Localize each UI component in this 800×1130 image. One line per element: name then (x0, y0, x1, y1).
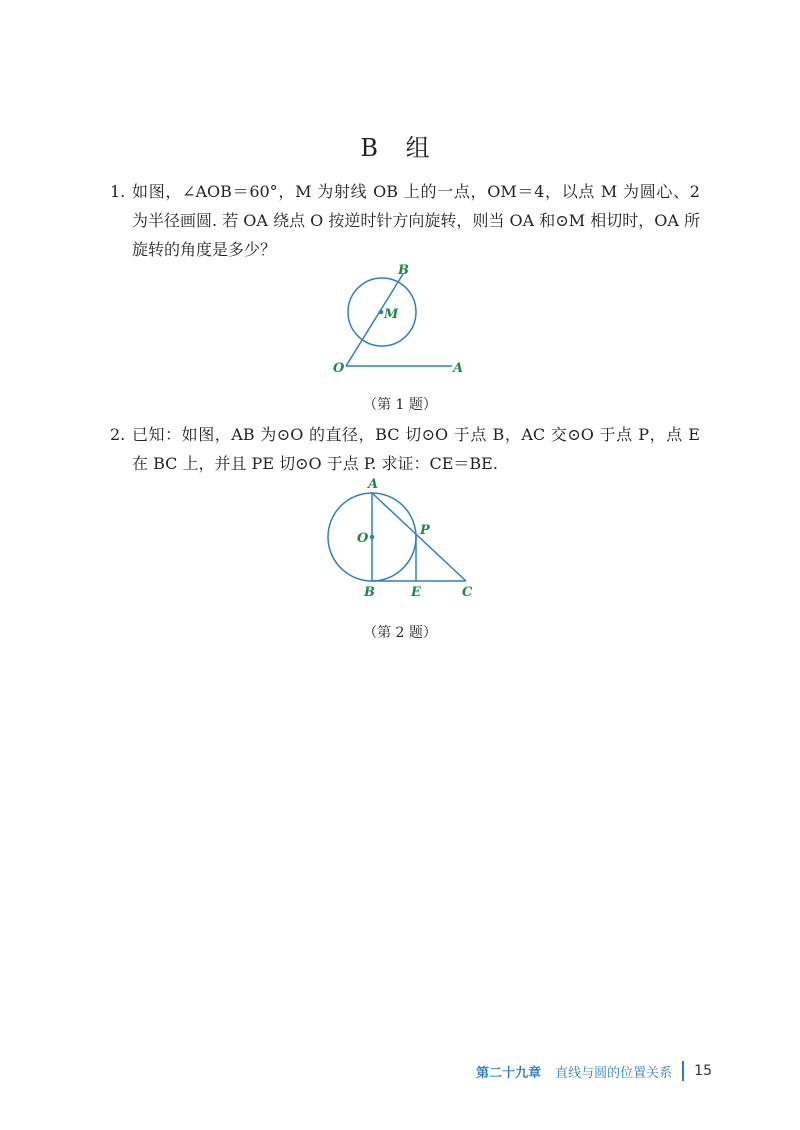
figure-1 (330, 262, 480, 377)
page-number: 15 (694, 1063, 712, 1079)
footer-divider (682, 1061, 684, 1081)
label-c: C (462, 585, 473, 600)
problem-number: 2. (110, 425, 126, 444)
problem-number: 1. (110, 182, 126, 201)
label-e: E (411, 585, 421, 600)
problem-1 (110, 177, 700, 264)
page-footer (476, 1060, 712, 1082)
footer-chapter-title: 直线与圆的位置关系 (555, 1065, 673, 1081)
label-p: P (420, 523, 430, 538)
label-o: O (333, 361, 345, 376)
figure-2-lines (328, 493, 466, 581)
problem-text: 已知：如图，AB 为⊙O 的直径，BC 切⊙O 于点 B，AC 交⊙O 于点 P，点 E 在 BC 上，并且 PE 切⊙O 于点 P. 求证：CE＝BE. (132, 425, 700, 473)
section-title: B 组 (360, 134, 440, 162)
center-m-dot (379, 310, 384, 315)
secant-ac (372, 493, 466, 581)
footer-chapter: 第二十九章 (476, 1065, 542, 1081)
center-o-dot (370, 535, 375, 540)
label-o: O (357, 531, 369, 546)
label-m: M (384, 307, 399, 322)
figure-2 (320, 472, 490, 602)
label-b: B (398, 263, 409, 278)
problem-2 (110, 420, 700, 478)
problem-text: 如图，∠AOB＝60°，M 为射线 OB 上的一点，OM＝4，以点 M 为圆心、2 为半径画圆. 若 OA 绕点 O 按逆时针方向旋转，则当 OA 和⊙M 相切时，OA 所旋转的角度是多少？ (132, 182, 700, 259)
figure-1-lines (346, 274, 452, 366)
label-a: A (453, 361, 464, 376)
label-b: B (364, 585, 375, 600)
caption-2: （第 2 题） (363, 625, 437, 641)
caption-1: （第 1 题） (363, 397, 437, 413)
label-a: A (368, 477, 379, 492)
